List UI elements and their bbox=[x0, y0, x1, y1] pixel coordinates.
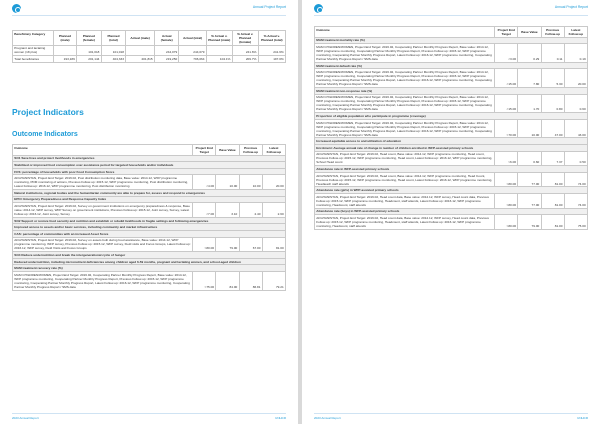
indicator-description: MAM CHILDREN/WOMEN, Project End Target: 2016.02, Cooperating Partner Monthly Progress Report, Base value: 2014.12, WFP programme monitoring, Cooperating Partner Monthly Progress Report, Previous Follow-up: 2015.12, WFP programme monitoring, Cooperating Partner Monthly Progress Report, Latest Follow-up: 2016.12, WFP programme monitoring, Cooperating Partner Monthly Progress Report / SMS data bbox=[315, 69, 495, 88]
group-row bbox=[13, 155, 286, 162]
indicator-description: MAM CHILDREN/WOMEN, Project End Target: 2016.02, Cooperating Partner Monthly Progress Report, Base value: 2014.12, WFP programme monitoring, Cooperating Partner Monthly Progress Report, Previous Follow-up: 2015.12, WFP programme monitoring, Cooperating Partner Monthly Progress Report, Latest Follow-up: 2016.12, WFP programme monitoring, Cooperating Partner Monthly Progress Report / SMS data bbox=[13, 271, 193, 290]
value-latest: 0.60 bbox=[564, 94, 587, 113]
page-footer bbox=[314, 413, 588, 420]
column-header: % Actual v. Planned (total) bbox=[258, 31, 285, 46]
value-latest: 0.50 bbox=[564, 151, 587, 166]
indicator-row bbox=[315, 215, 588, 230]
value-end: >80.00 bbox=[495, 215, 518, 230]
column-header: % Actual v. Planned (female) bbox=[232, 31, 258, 46]
subsection-title: Outcome Indicators bbox=[12, 131, 78, 138]
group-row bbox=[13, 217, 286, 224]
group-label: Attendance rate (boys) in WFP-assisted primary schools bbox=[315, 208, 588, 215]
indicator-description: AFGHANISTAN, Project End Target: 2016.02, Head count, Base value: 2014.12, WFP programme monitoring, Head Count, Previous Follow-up: 2015.12, WFP programme monitoring, Head count, Latest Follow-up: 2016.12, WFP programme monitoring, Headteach staff attends bbox=[315, 172, 495, 187]
indicator-row bbox=[315, 193, 588, 208]
group-row bbox=[315, 144, 588, 151]
group-label: MAM treatment mortality rate (%) bbox=[315, 37, 588, 44]
group-row bbox=[13, 162, 286, 169]
column-header: Actual (female) bbox=[154, 31, 179, 46]
table-row bbox=[13, 45, 286, 56]
column-header: % Actual v. Planned (male) bbox=[206, 31, 232, 46]
group-row bbox=[13, 196, 286, 203]
footer-left: 2023 Annual Report bbox=[314, 416, 341, 420]
value-base: 77.00 bbox=[518, 172, 541, 187]
indicator-row bbox=[315, 94, 588, 113]
group-label: Proportion of eligible population who participate in programme (coverage) bbox=[315, 113, 588, 120]
table-cell: 244,079 bbox=[179, 45, 206, 56]
table-cell: 101,018 bbox=[101, 45, 126, 56]
right-page bbox=[302, 0, 600, 424]
page-header bbox=[12, 4, 286, 16]
column-header: Beneficiary Category bbox=[13, 31, 54, 46]
footer-left: 2023 Annual Report bbox=[12, 416, 39, 420]
column-header: Base Value bbox=[216, 145, 239, 156]
value-prev: 0.11 bbox=[541, 44, 564, 63]
group-row bbox=[13, 168, 286, 175]
column-header: Outcome bbox=[315, 27, 495, 38]
value-prev: 5.30 bbox=[541, 69, 564, 88]
value-latest: 74.00 bbox=[564, 172, 587, 187]
row-label: Pregnant and lactating women (18 plus) bbox=[13, 45, 54, 56]
group-row bbox=[315, 87, 588, 94]
value-base: 84.00 bbox=[216, 271, 239, 290]
indicator-row bbox=[315, 44, 588, 63]
group-row bbox=[315, 138, 588, 145]
group-label: MAM treatment recovery rate (%) bbox=[13, 265, 286, 272]
value-base: 7.80 bbox=[518, 69, 541, 88]
value-end: >70.00 bbox=[495, 119, 518, 138]
group-label: SO2 Support or restore food security and nutrition and establish or rebuild livelihoods in fragile settings and following emergencies bbox=[13, 217, 286, 224]
page-header bbox=[314, 4, 588, 16]
value-end: >80.00 bbox=[495, 193, 518, 208]
indicator-row bbox=[315, 119, 588, 138]
table-cell: 104.1% bbox=[206, 56, 232, 63]
indicator-description: MAM CHILDREN/WOMEN, Project End Target: 2016.02, Cooperating Partner Monthly Progress Report, Base value: 2014.12, WFP programme monitoring, Cooperating Partner Monthly Progress Report, Previous Follow-up: 2015.12, WFP programme monitoring, Cooperating Partner Monthly Progress Report, Latest Follow-up: 2016.12, WFP programme monitoring, Cooperating Partner Monthly Progress Report / SMS data bbox=[315, 44, 495, 63]
value-end: <15.00 bbox=[495, 69, 518, 88]
table-cell bbox=[126, 45, 155, 56]
group-label: Attendance rate in WFP-assisted primary schools bbox=[315, 166, 588, 173]
budget-table-block bbox=[12, 30, 286, 63]
table-cell: 201,144 bbox=[77, 56, 102, 63]
value-prev: 47.00 bbox=[541, 119, 564, 138]
group-row bbox=[315, 208, 588, 215]
table-row bbox=[13, 56, 286, 63]
group-row bbox=[315, 187, 588, 194]
indicator-description: MAM CHILDREN/WOMEN, Project End Target: 2016.02, Cooperating Partner Monthly Progress Report, Base value: 2014.12, WFP programme monitoring, Cooperating Partner Monthly Progress Report, Previous Follow-up: 2015.12, WFP programme monitoring, Cooperating Partner Monthly Progress Report, Latest Follow-up: 2016.12, WFP programme monitoring, Cooperating Partner Monthly Progress Report / SMS data bbox=[315, 119, 495, 138]
value-end: <7.00 bbox=[193, 203, 216, 218]
value-latest: 81.00 bbox=[262, 237, 285, 252]
column-header: Project End Target bbox=[495, 27, 518, 38]
table-cell: 241.6% bbox=[258, 45, 285, 56]
group-label: SO1 Save lives and protect livelihoods in emergencies bbox=[13, 155, 286, 162]
group-row bbox=[315, 37, 588, 44]
column-header: Latest Follow-up bbox=[262, 145, 285, 156]
indicator-row bbox=[315, 69, 588, 88]
table-cell: 201,815 bbox=[126, 56, 155, 63]
footer-right: UNHCR bbox=[275, 416, 286, 420]
group-label: FCS: percentage of households with poor Food Consumption Score bbox=[13, 168, 286, 175]
column-header: Planned (female) bbox=[77, 31, 102, 46]
indicator-row bbox=[13, 271, 286, 290]
footer-right: UNHCR bbox=[577, 416, 588, 420]
indicator-description: AFGHANISTAN, Project End Target: 2016.02, Post distribution monitoring data, Base value: 2014.12, WFP programme monitoring, PDM monitoring of actions, Previous Follow-up: 2015.12, WFP programme monitoring, Post distribution monitoring, Latest Follow-up: 2016.12, WFP programme monitoring, Post distribution monitoring bbox=[13, 175, 193, 190]
column-header: Planned (male) bbox=[53, 31, 76, 46]
value-latest: 75.00 bbox=[564, 215, 587, 230]
beneficiary-table bbox=[12, 30, 286, 63]
value-end: <4.00 bbox=[193, 175, 216, 190]
value-base: 0.29 bbox=[518, 44, 541, 63]
group-label: Increased equitable access to and utilization of education bbox=[315, 138, 588, 145]
group-label: Reduced undernutrition, including micronutrient deficiencies among children aged 6-59 months, pregnant and lactating women, and school-aged children bbox=[13, 258, 286, 265]
group-label: Improved access to assets and/or basic services, including community and market infrastructure bbox=[13, 224, 286, 231]
indicator-description: AFGHANISTAN, Project End Target: 2016.02, Head count, Base value: 2014.12, WFP programme monitoring, Head count, Previous Follow-up: 2015.12, WFP programme monitoring, Head count, Latest Follow-up: 2016.12, WFP programme monitoring, School Head count bbox=[315, 151, 495, 166]
group-label: SO4 Reduce undernutrition and break the intergenerational cycle of hunger bbox=[13, 252, 286, 259]
indicator-row bbox=[315, 172, 588, 187]
table-cell bbox=[53, 45, 76, 56]
group-label: EPCI: Emergency Preparedness and Response Capacity Index bbox=[13, 196, 286, 203]
column-header: Base Value bbox=[518, 27, 541, 38]
indicator-row bbox=[13, 203, 286, 218]
indicator-description: AFGHANISTAN, Project End Target: 2016.02, Survey on assets built during food assistance, Base value: 2014.12, WFP programme monitoring, WFP survey, Previous Follow-up: 2015.12, WFP survey, Field visits and Focus Groups, Latest Follow-up: 2016.12, WFP survey, Field Visits and Focus Groups bbox=[13, 237, 193, 252]
value-prev: 81.00 bbox=[541, 172, 564, 187]
table-cell: 101,018 bbox=[77, 45, 102, 56]
value-prev: 81.00 bbox=[541, 215, 564, 230]
group-label: MAM treatment default rate (%) bbox=[315, 62, 588, 69]
table-cell: 241.6% bbox=[232, 45, 258, 56]
value-latest: 0.19 bbox=[564, 44, 587, 63]
organization-logo-icon bbox=[12, 4, 21, 13]
value-end: >80.00 bbox=[193, 237, 216, 252]
group-row bbox=[315, 62, 588, 69]
group-row bbox=[315, 166, 588, 173]
column-header: Planned (total) bbox=[101, 31, 126, 46]
value-base: 1.70 bbox=[518, 94, 541, 113]
table-cell: 796,064 bbox=[179, 56, 206, 63]
indicator-row bbox=[315, 151, 588, 166]
indicator-description: AFGHANISTAN, Project End Target: 2016.02, Survey on government institutions on emergency preparedness & response, Base value: 2014.12, WFP survey, WFP Survey on government institutions, Previous Follow-up: 2015.12, Joint survey, Survey, Latest Follow-up: 2016.12, Joint survey, Survey bbox=[13, 203, 193, 218]
group-label: Attendance rate (girls) in WFP-assisted primary schools bbox=[315, 187, 588, 194]
group-label: Enrolment: Average annual rate of change in number of children enrolled in WFP-assisted primary schools bbox=[315, 144, 588, 151]
value-end: <15.00 bbox=[495, 94, 518, 113]
column-header: Outcome bbox=[13, 145, 193, 156]
table-cell: 404,333 bbox=[101, 56, 126, 63]
value-prev: 10.00 bbox=[239, 175, 262, 190]
group-row bbox=[13, 252, 286, 259]
value-base: 79.00 bbox=[216, 237, 239, 252]
value-latest: 20.00 bbox=[262, 175, 285, 190]
column-header: Latest Follow-up bbox=[564, 27, 587, 38]
group-label: Stabilized or improved food consumption over assistance period for targeted households and/or individuals bbox=[13, 162, 286, 169]
table-cell: 244,079 bbox=[154, 45, 179, 56]
header-title: Annual Project Report bbox=[252, 5, 286, 9]
table-cell: 219,250 bbox=[154, 56, 179, 63]
indicator-description: MAM CHILDREN/WOMEN, Project End Target: 2016.02, Cooperating Partner Monthly Progress Report, Base value: 2014.12, WFP programme monitoring, Cooperating Partner Monthly Progress Report, Previous Follow-up: 2015.12, WFP programme monitoring, Cooperating Partner Monthly Progress Report, Latest Follow-up: 2016.12, WFP programme monitoring, Cooperating Partner Monthly Progress Report / SMS data bbox=[315, 94, 495, 113]
table-cell bbox=[206, 45, 232, 56]
value-base: 77.00 bbox=[518, 193, 541, 208]
table-cell: 197.0% bbox=[258, 56, 285, 63]
group-row bbox=[315, 113, 588, 120]
value-base: 79.00 bbox=[518, 215, 541, 230]
value-prev: 86.81 bbox=[239, 271, 262, 290]
left-page bbox=[0, 0, 298, 424]
group-label: CAS: percentage of communities with an increased Asset Score bbox=[13, 230, 286, 237]
indicator-description: AFGHANISTAN, Project End Target: 2016.02, Head count data, Base value: 2014.12, WFP survey, Head count data, Previous Follow-up: 2015.12, WFP programme monitoring, Headcount, staff attends, Latest Follow-up: 2016.12, WFP programme monitoring, Headcount, staff attends bbox=[315, 193, 495, 208]
outcome-table-block bbox=[314, 26, 588, 230]
page-footer bbox=[12, 413, 286, 420]
value-prev: 7.37 bbox=[541, 151, 564, 166]
value-prev: 0.80 bbox=[541, 94, 564, 113]
column-header: Actual (male) bbox=[126, 31, 155, 46]
column-header: Previous Follow-up bbox=[239, 145, 262, 156]
indicator-description: AFGHANISTAN, Project End Target: 2016.02, Head count data, Base value: 2014.12, WFP survey, Head count data, Previous Follow-up: 2015.12, WFP programme monitoring, Headcount, staff attends, Latest Follow-up: 2016.12, WFP programme monitoring, Headcount, staff attends bbox=[315, 215, 495, 230]
value-end: >6.00 bbox=[495, 151, 518, 166]
group-label: MAM treatment non-response rate (%) bbox=[315, 87, 588, 94]
group-row bbox=[13, 258, 286, 265]
value-prev: 81.00 bbox=[541, 193, 564, 208]
outcome-indicators-table bbox=[314, 26, 588, 230]
column-header: Project End Target bbox=[193, 145, 216, 156]
table-cell: 193,189 bbox=[53, 56, 76, 63]
value-latest: 74.00 bbox=[564, 193, 587, 208]
indicator-row bbox=[13, 237, 286, 252]
indicator-row bbox=[13, 175, 286, 190]
value-latest: 20.00 bbox=[564, 69, 587, 88]
value-latest: 43.00 bbox=[564, 119, 587, 138]
value-prev: 2.40 bbox=[239, 203, 262, 218]
value-base: 3.10 bbox=[216, 203, 239, 218]
outcome-indicators-table bbox=[12, 144, 286, 291]
group-row bbox=[13, 265, 286, 272]
group-row bbox=[13, 189, 286, 196]
column-header: Previous Follow-up bbox=[541, 27, 564, 38]
value-end: <3.00 bbox=[495, 44, 518, 63]
value-prev: 67.00 bbox=[239, 237, 262, 252]
header-title: Annual Project Report bbox=[554, 5, 588, 9]
table-cell: 209.7% bbox=[232, 56, 258, 63]
organization-logo-icon bbox=[314, 4, 323, 13]
row-label: Total beneficiaries bbox=[13, 56, 54, 63]
value-end: >75.00 bbox=[193, 271, 216, 290]
section-title: Project Indicators bbox=[12, 107, 84, 117]
value-base: 0.60 bbox=[518, 151, 541, 166]
group-label: Natural institutions, regional bodies and the humanitarian community are able to prepare for, assess and respond to emergencies bbox=[13, 189, 286, 196]
group-row bbox=[13, 230, 286, 237]
value-end: >80.00 bbox=[495, 172, 518, 187]
group-row bbox=[13, 224, 286, 231]
value-latest: 2.60 bbox=[262, 203, 285, 218]
value-latest: 79.21 bbox=[262, 271, 285, 290]
outcome-table-block bbox=[12, 144, 286, 291]
value-base: 10.00 bbox=[518, 119, 541, 138]
value-base: 10.00 bbox=[216, 175, 239, 190]
column-header: Actual (total) bbox=[179, 31, 206, 46]
